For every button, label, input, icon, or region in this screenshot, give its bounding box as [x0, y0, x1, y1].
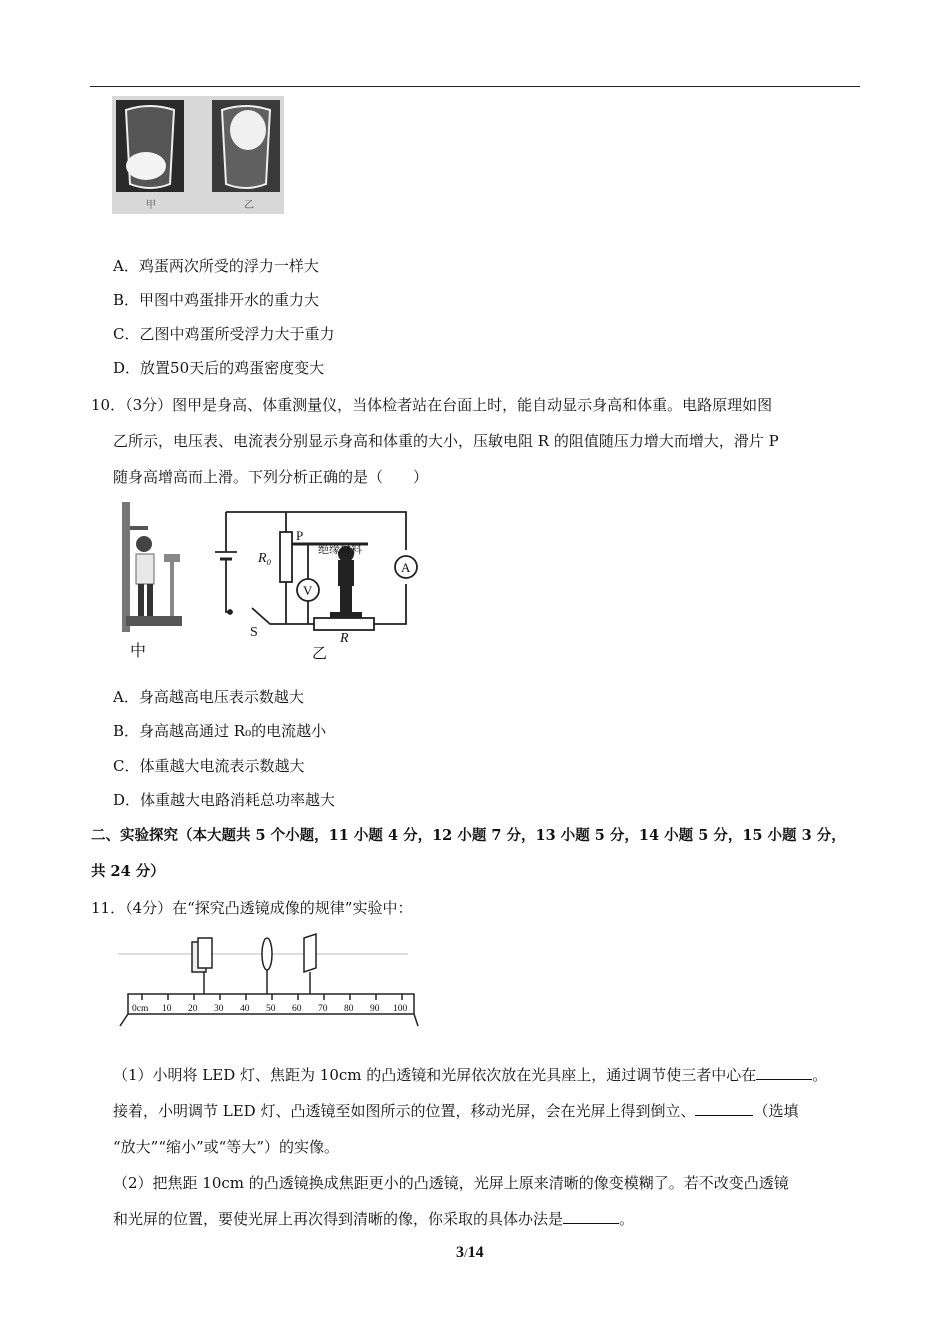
q11-blank-2[interactable]	[695, 1101, 753, 1116]
bench-leg-right	[414, 1014, 418, 1026]
section2-heading-line-2: 共 24 分）	[91, 863, 165, 880]
bench-label-30: 30	[214, 1004, 224, 1014]
q9-option-a: A．鸡蛋两次所受的浮力一样大	[113, 257, 319, 275]
wire-bottom	[252, 608, 314, 624]
label-ammeter: A	[401, 560, 411, 575]
q11-part2-line-1: （2）把焦距 10cm 的凸透镜换成焦距更小的凸透镜，光屏上原来清晰的像变模糊了。若不改变凸透镜	[113, 1174, 789, 1192]
bench-label-70: 70	[318, 1004, 328, 1014]
resistor-r	[314, 618, 374, 630]
egg-b	[230, 110, 266, 150]
q11-part2-line-2-text: 和光屏的位置，要使光屏上再次得到清晰的像，你采取的具体办法是	[113, 1210, 564, 1228]
wire-left-lower	[226, 576, 230, 612]
person-body	[136, 554, 154, 584]
egg-label-a: 甲	[146, 200, 156, 211]
label-switch: S	[250, 625, 258, 640]
q10-option-d: D．体重越大电路消耗总功率越大	[113, 791, 336, 809]
bench-label-80: 80	[344, 1004, 354, 1014]
bench-label-90: 90	[370, 1004, 380, 1014]
q10-stem-line-1: 10．（3分）图甲是身高、体重测量仪，当体检者站在台面上时，能自动显示身高和体重。电路原理如图	[91, 396, 773, 414]
scale-post	[170, 562, 174, 616]
scale-platform	[126, 616, 182, 626]
q11-blank-1[interactable]	[756, 1065, 812, 1080]
q11-part2-line-2	[113, 1209, 634, 1229]
person-leg-left	[138, 584, 144, 618]
figure-silhouette	[330, 546, 362, 618]
page-total: 14	[467, 1244, 484, 1261]
bench-label-40: 40	[240, 1004, 250, 1014]
height-slider	[130, 526, 148, 530]
scale-display	[164, 554, 180, 562]
q11-part1-line-1	[113, 1065, 827, 1085]
q10-option-c: C．体重越大电流表示数越大	[113, 757, 305, 775]
section2-heading-line-1: 二、实验探究（本大题共 5 个小题，11 小题 4 分，12 小题 7 分，13 小题 5 分，14 小题 5 分，15 小题 3 分，	[91, 827, 846, 844]
bench-label-0: 0cm	[132, 1004, 149, 1014]
circuit	[215, 512, 417, 630]
figure-jia-label: 中	[130, 643, 147, 660]
label-p: P	[296, 528, 304, 543]
q11-part1-line-1-text: （1）小明将 LED 灯、焦距为 10cm 的凸透镜和光屏依次放在光具座上，通过调节使三者中心在	[113, 1066, 757, 1084]
q11-part1-line-3: “放大”“缩小”或“等大”）的实像。	[113, 1138, 340, 1156]
led-light	[192, 938, 212, 994]
q11-blank-3[interactable]	[563, 1209, 619, 1224]
resistor-r0	[280, 532, 292, 582]
label-r0: R₀	[258, 551, 272, 566]
q11-part1-line-2-text: 接着，小明调节 LED 灯、凸透镜至如图所示的位置，移动光屏，会在光屏上得到倒立、	[113, 1102, 696, 1120]
figure-yi-label: 乙	[312, 646, 328, 662]
q10-option-a: A．身高越高电压表示数越大	[113, 688, 304, 706]
bench-label-100: 100	[393, 1004, 408, 1014]
bench-label-50: 50	[266, 1004, 276, 1014]
q11-part1-line-2	[113, 1101, 799, 1121]
label-r: R	[340, 631, 349, 646]
q11-part1-line-1-end: 。	[812, 1066, 828, 1084]
bench-label-20: 20	[188, 1004, 198, 1014]
measuring-instrument	[122, 502, 182, 632]
person-head	[136, 536, 152, 552]
q11-part1-line-2-end: （选填	[753, 1102, 799, 1120]
q10-figure	[118, 502, 418, 662]
egg-photo-figure	[112, 96, 284, 214]
q10-option-b: B．身高越高通过 R₀的电流越小	[113, 722, 327, 740]
q9-option-b: B．甲图中鸡蛋排开水的重力大	[113, 291, 320, 309]
header-rule	[90, 86, 860, 87]
q11-stem: 11．（4分）在“探究凸透镜成像的规律”实验中：	[91, 899, 413, 917]
q10-stem-line-3: 随身高增高而上滑。下列分析正确的是（ ）	[113, 468, 429, 486]
convex-lens	[262, 938, 272, 994]
q9-option-c: C．乙图中鸡蛋所受浮力大于重力	[113, 325, 335, 343]
page-number	[456, 1244, 484, 1262]
height-pole	[122, 502, 130, 632]
q10-stem-line-2: 乙所示，电压表、电流表分别显示身高和体重的大小，压敏电阻 R 的阻值随压力增大而增大，滑片 P	[113, 432, 779, 450]
q9-option-d: D．放置50天后的鸡蛋密度变大	[113, 359, 325, 377]
label-insulation: 绝缘材料	[318, 544, 362, 556]
wire-right	[374, 584, 406, 624]
egg-label-b: 乙	[244, 200, 254, 211]
page-current: 3	[456, 1244, 464, 1261]
egg-a	[126, 152, 166, 180]
bench-label-60: 60	[292, 1004, 302, 1014]
switch-pivot	[228, 610, 232, 614]
q11-part2-line-2-end: 。	[619, 1210, 635, 1228]
label-voltmeter: V	[303, 583, 313, 598]
light-screen	[304, 934, 316, 994]
bench-leg-left	[120, 1014, 128, 1026]
bench-label-10: 10	[162, 1004, 172, 1014]
person-leg-right	[147, 584, 153, 618]
page-separator: /	[464, 1245, 468, 1260]
optical-bench-figure	[118, 932, 420, 1028]
